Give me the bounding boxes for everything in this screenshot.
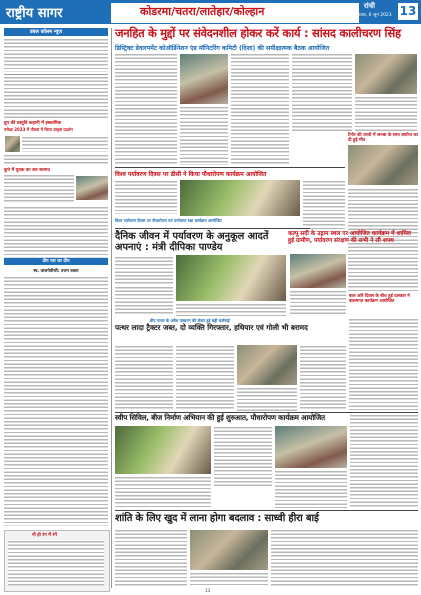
opinion-text [4, 276, 108, 526]
opinion-headline: स्व. वाजपेयीजी: उत्तम वक्ता [33, 269, 79, 274]
sanitation-photo [115, 426, 211, 474]
story2-text [4, 174, 74, 204]
school-headline: कल्पू सदी के उद्गाम स्थल पर आयोजित कार्यक्रम में शामिल हुई ग्रामीण, पर्यावरण संरक्षण की सभी ने ली शपथ [288, 231, 411, 244]
deepika-text-2 [115, 286, 173, 316]
newspaper-brand: राष्ट्रीय सागर [6, 6, 63, 21]
peace-text-3 [271, 529, 418, 587]
sanitation-text-2 [115, 476, 211, 508]
story2-text-2 [4, 206, 108, 258]
deepika-text-3 [176, 303, 286, 316]
sanitation-headline: स्वीप सिविल, बीज निर्माण अभियान की हुई शुरुआत, पौधारोपण कार्यक्रम आयोजित [115, 413, 325, 422]
smuggling-headline: पत्थर लादा ट्रैक्टर जब्त, दो व्यक्ति गिरफ्तार, हथियार एवं गोली भी बरामद [115, 323, 308, 332]
date-line: मंगलवार, 6 जून 2023 [352, 13, 392, 18]
smuggling-text-3 [237, 387, 297, 411]
environment-text [115, 180, 177, 214]
sanitation-text-4 [350, 414, 418, 508]
top-story-photo-2 [355, 54, 417, 94]
smuggling-text [115, 345, 173, 411]
top-story-col5 [355, 96, 417, 131]
column-divider [111, 28, 112, 588]
sanitation-photo-2 [275, 426, 347, 468]
page-number: 13 [399, 4, 417, 18]
ad-listings [8, 540, 104, 586]
story2-photo [76, 176, 108, 200]
top-story-subhead: डिस्ट्रिक्ट डेवलपमेंट कोऑर्डिनेशन एंड मॉनिटरिंग कमिटी (दिशा) की समीक्षात्मक बैठक आयोजित [115, 45, 330, 52]
divider [4, 74, 108, 75]
right-side-title: बाल अरि दिवस के बीच हुई दलकार ने बालमगत कार्यक्रम आयोजित [349, 294, 410, 305]
city-label: रांची [364, 2, 375, 10]
desk-label: डबल कॉलम न्यूज [30, 29, 63, 35]
story1-text [22, 136, 108, 152]
top-story-col1 [115, 53, 177, 165]
peace-headline: शांति के लिए खुद में लाना होगा बदलाव : साध्वी हीरा बाई [115, 513, 319, 524]
right-story-photo [348, 145, 418, 185]
environment-photo [180, 180, 300, 216]
left-story-text-2 [4, 76, 108, 120]
environment-caption: विश्व पर्यावरण दिवस पर पौधारोपण एवं पर्यावरण रक्षा कार्यक्रम आयोजित [115, 218, 222, 223]
sanitation-text-3 [275, 470, 347, 508]
deepika-photo [176, 255, 286, 301]
story2-headline: कुएं में युवक का शव बरामद [4, 168, 50, 173]
left-story-text [4, 38, 108, 72]
top-story-col2 [180, 106, 228, 165]
school-photo [290, 254, 346, 288]
divider [115, 167, 345, 168]
right-side-text [349, 318, 418, 410]
deepika-text [115, 256, 173, 284]
edition-title: कोडरमा/चतरा/लातेहार/कोल्हान [140, 5, 265, 18]
smuggling-photo [237, 345, 297, 385]
page-folio: 13 [205, 588, 211, 593]
smuggling-text-2 [176, 345, 234, 411]
environment-headline: विश्व पर्यावरण दिवस पर डीसी ने किया पौधारोपण कार्यक्रम आयोजित [115, 171, 267, 178]
ad-title: नौ हो रंग में रंगें [32, 533, 57, 538]
smuggling-text-4 [300, 345, 346, 411]
left-section-bar: दीप रवा का दीप [4, 258, 108, 265]
divider [115, 228, 310, 229]
top-story-col3 [231, 53, 289, 165]
right-story-headline: टैगोर की धरती में जज्बा के साथ बायोज का दी हुई मीत [348, 133, 418, 144]
peace-photo [190, 530, 268, 570]
peace-text [115, 529, 187, 587]
environment-text-2 [303, 180, 345, 232]
divider [115, 510, 418, 511]
top-story-col4 [292, 53, 352, 131]
top-story-photo [180, 54, 228, 104]
deepika-headline: दैनिक जीवन में पर्यावरण के अनुकूल आदतें अपनाएं : मंत्री दीपिका पाण्डेय [115, 231, 269, 253]
portrait-photo [5, 136, 20, 152]
story1-subhead: परीक्षा 2023 में तीसरा में किया उत्कृष्ट प्रदर्शन [4, 127, 73, 132]
peace-text-2 [190, 572, 268, 587]
sanitation-text [214, 426, 272, 488]
smuggling-kicker: डीप पत्थर के अवैध उत्खनन की लेकर हुई बड़ी कार्रवाई [150, 318, 230, 323]
story1-text-2 [4, 154, 108, 166]
school-text [290, 290, 346, 314]
top-story-headline: जनहित के मुद्दों पर संवेदनशील होकर करें कार्य : सांसद कालीचरण सिंह [115, 26, 401, 40]
story1-headline: ग्रुप की प्रस्तुति कहानी में इस्लामिक [4, 121, 62, 126]
